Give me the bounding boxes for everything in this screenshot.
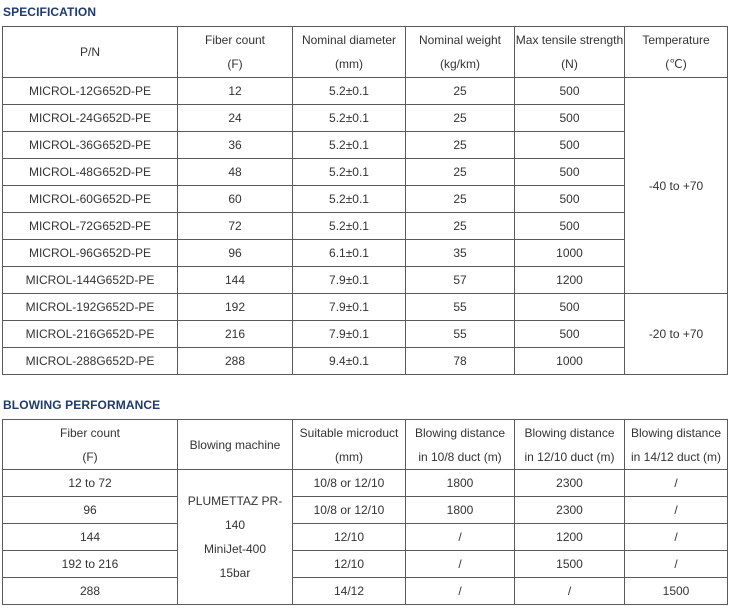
cell-nominal-weight: 25 [406,105,515,132]
cell-max-tensile-strength: 500 [515,159,625,186]
cell-nominal-weight: 25 [406,213,515,240]
cell-distance-12-10: 2300 [515,470,625,497]
cell-fiber-count: 24 [178,105,293,132]
header-suitable-microduct: Suitable microduct (mm) [293,420,406,470]
cell-nominal-weight: 55 [406,321,515,348]
cell-fiber-count: 96 [3,497,178,524]
table-row [3,213,728,240]
table-row [3,159,728,186]
cell-pn: MICROL-36G652D-PE [3,132,178,159]
table-row [3,132,728,159]
table-row [3,470,728,497]
cell-max-tensile-strength: 1000 [515,348,625,375]
table-row [3,240,728,267]
cell-nominal-diameter: 7.9±0.1 [293,294,406,321]
specification-table [2,26,728,375]
cell-nominal-weight: 25 [406,78,515,105]
cell-max-tensile-strength: 1000 [515,240,625,267]
cell-max-tensile-strength: 500 [515,294,625,321]
cell-distance-10-8: 1800 [406,470,515,497]
cell-max-tensile-strength: 500 [515,105,625,132]
cell-distance-14-12: 1500 [625,578,728,605]
cell-fiber-count: 192 to 216 [3,551,178,578]
cell-pn: MICROL-96G652D-PE [3,240,178,267]
table-row [3,578,728,605]
cell-nominal-diameter: 7.9±0.1 [293,267,406,294]
cell-distance-12-10: 2300 [515,497,625,524]
blowing-machine-line: MiniJet-400 [203,542,267,556]
cell-pn: MICROL-48G652D-PE [3,159,178,186]
cell-nominal-diameter: 6.1±0.1 [293,240,406,267]
cell-pn: MICROL-144G652D-PE [3,267,178,294]
header-pn: P/N [3,27,178,78]
cell-pn: MICROL-24G652D-PE [3,105,178,132]
cell-max-tensile-strength: 1200 [515,267,625,294]
blowing-machine-line: PLUMETTAZ PR- [187,494,283,508]
cell-pn: MICROL-216G652D-PE [3,321,178,348]
table-row [3,348,728,375]
cell-nominal-weight: 25 [406,186,515,213]
blowing-performance-table [2,419,728,605]
cell-nominal-diameter: 5.2±0.1 [293,105,406,132]
blowing-header-row [3,420,728,470]
table-row [3,186,728,213]
cell-fiber-count: 288 [3,578,178,605]
cell-distance-12-10: / [515,578,625,605]
cell-nominal-weight: 25 [406,159,515,186]
cell-nominal-weight: 57 [406,267,515,294]
cell-suitable-microduct: 10/8 or 12/10 [293,470,406,497]
cell-distance-10-8: / [406,524,515,551]
cell-nominal-diameter: 9.4±0.1 [293,348,406,375]
table-row [3,294,728,321]
cell-blowing-machine [178,470,293,605]
cell-suitable-microduct: 14/12 [293,578,406,605]
cell-distance-14-12: / [625,497,728,524]
cell-suitable-microduct: 12/10 [293,524,406,551]
cell-fiber-count: 216 [178,321,293,348]
cell-fiber-count: 60 [178,186,293,213]
cell-fiber-count: 96 [178,240,293,267]
blowing-machine-line: 15bar [219,566,251,580]
table-row [3,321,728,348]
table-row [3,105,728,132]
cell-fiber-count: 72 [178,213,293,240]
cell-distance-14-12: / [625,470,728,497]
cell-nominal-diameter: 5.2±0.1 [293,78,406,105]
header-fiber-count: Fiber count (F) [178,27,293,78]
specification-header-row [3,27,728,78]
cell-nominal-diameter: 5.2±0.1 [293,159,406,186]
cell-nominal-weight: 25 [406,132,515,159]
cell-temperature: -40 to +70 [625,78,728,294]
cell-nominal-weight: 78 [406,348,515,375]
cell-fiber-count: 12 to 72 [3,470,178,497]
cell-nominal-diameter: 5.2±0.1 [293,186,406,213]
cell-suitable-microduct: 10/8 or 12/10 [293,497,406,524]
cell-pn: MICROL-288G652D-PE [3,348,178,375]
cell-distance-10-8: 1800 [406,497,515,524]
cell-pn: MICROL-12G652D-PE [3,78,178,105]
header-temperature: Temperature (℃) [625,27,728,78]
cell-fiber-count: 288 [178,348,293,375]
table-row [3,78,728,105]
cell-pn: MICROL-72G652D-PE [3,213,178,240]
cell-max-tensile-strength: 500 [515,321,625,348]
table-row [3,551,728,578]
cell-fiber-count: 144 [3,524,178,551]
header-max-tensile-strength: Max tensile strength (N) [515,27,625,78]
cell-distance-14-12: / [625,524,728,551]
blowing-machine-line: 140 [224,518,246,532]
cell-fiber-count: 192 [178,294,293,321]
cell-fiber-count: 144 [178,267,293,294]
header-blowing-machine: Blowing machine [178,420,293,470]
header-distance-12-10: Blowing distance in 12/10 duct (m) [515,420,625,470]
cell-nominal-diameter: 7.9±0.1 [293,321,406,348]
cell-fiber-count: 36 [178,132,293,159]
blowing-performance-title: BLOWING PERFORMANCE [3,398,161,412]
cell-fiber-count: 12 [178,78,293,105]
cell-pn: MICROL-192G652D-PE [3,294,178,321]
cell-distance-14-12: / [625,551,728,578]
cell-distance-10-8: / [406,578,515,605]
cell-fiber-count: 48 [178,159,293,186]
table-row [3,497,728,524]
cell-distance-12-10: 1200 [515,524,625,551]
table-row [3,267,728,294]
cell-max-tensile-strength: 500 [515,132,625,159]
cell-nominal-weight: 35 [406,240,515,267]
header-nominal-diameter: Nominal diameter (mm) [293,27,406,78]
cell-pn: MICROL-60G652D-PE [3,186,178,213]
cell-max-tensile-strength: 500 [515,213,625,240]
cell-distance-12-10: 1500 [515,551,625,578]
cell-suitable-microduct: 12/10 [293,551,406,578]
cell-temperature: -20 to +70 [625,294,728,375]
header-distance-10-8: Blowing distance in 10/8 duct (m) [406,420,515,470]
cell-nominal-diameter: 5.2±0.1 [293,132,406,159]
cell-max-tensile-strength: 500 [515,78,625,105]
header-fiber-count: Fiber count (F) [3,420,178,470]
cell-max-tensile-strength: 500 [515,186,625,213]
header-nominal-weight: Nominal weight (kg/km) [406,27,515,78]
cell-nominal-diameter: 5.2±0.1 [293,213,406,240]
cell-distance-10-8: / [406,551,515,578]
table-row [3,524,728,551]
specification-title: SPECIFICATION [3,5,97,19]
header-distance-14-12: Blowing distance in 14/12 duct (m) [625,420,728,470]
cell-nominal-weight: 55 [406,294,515,321]
